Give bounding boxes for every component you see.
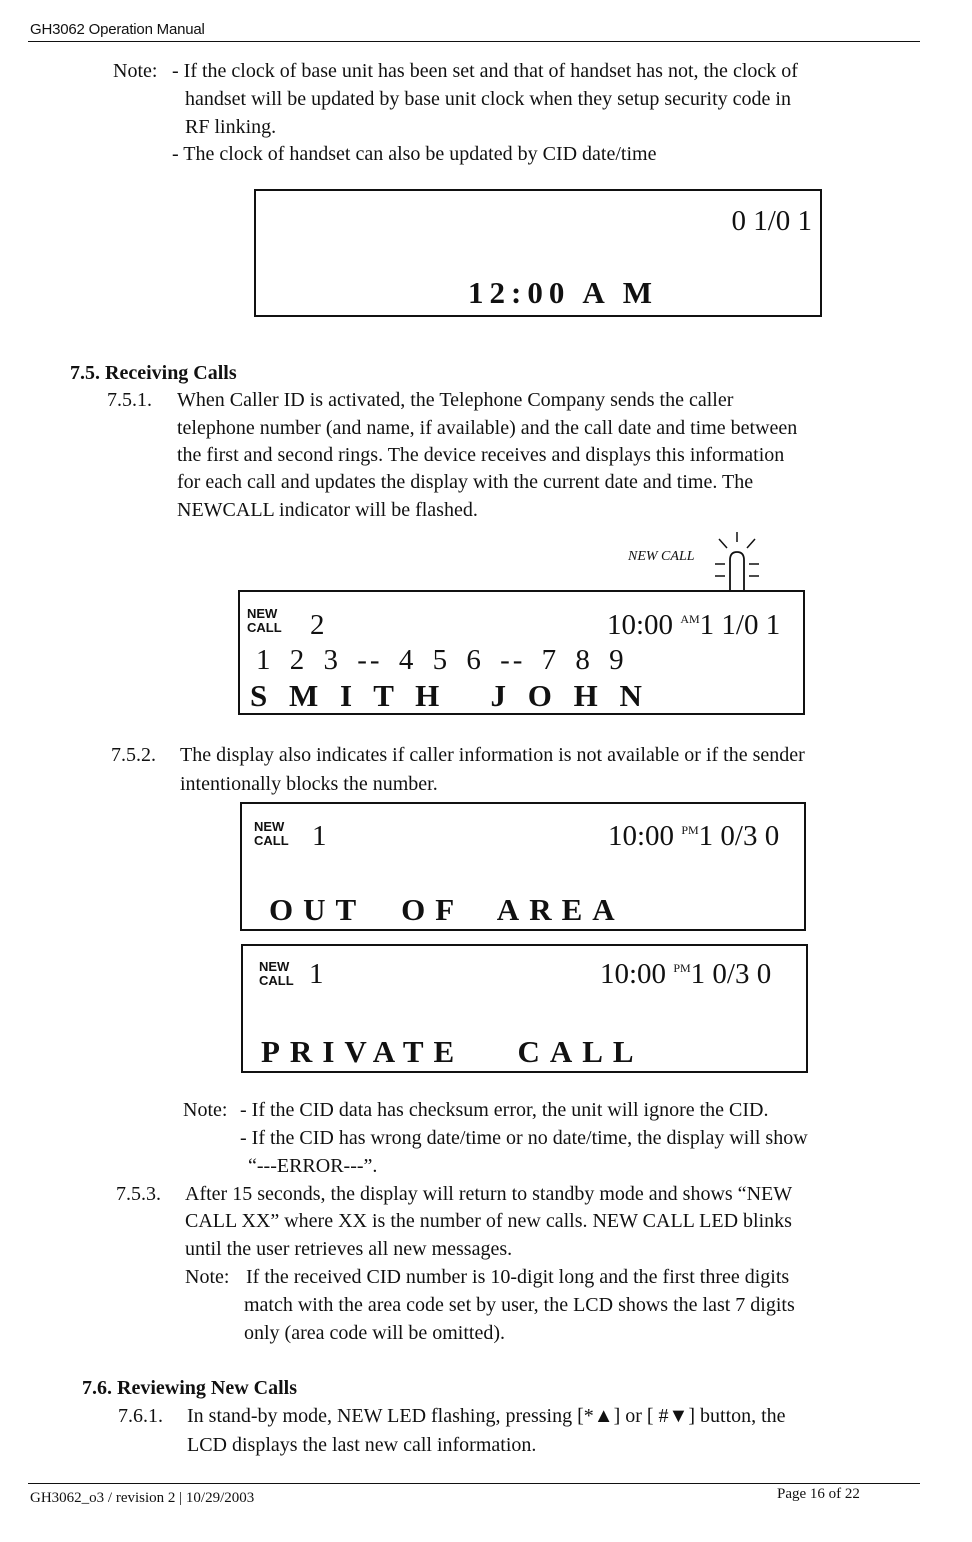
call-count: 2 <box>310 609 325 641</box>
lcd-caller-id-display <box>238 590 805 715</box>
lcd-date: 0 1/0 1 <box>731 205 812 237</box>
paragraph-line: LCD displays the last new call information. <box>187 1434 537 1456</box>
caller-name: S M I T H J O H N <box>250 678 649 713</box>
footer-revision: GH3062_o3 / revision 2 | 10/29/2003 <box>30 1490 255 1506</box>
paragraph-line: intentionally blocks the number. <box>180 773 438 795</box>
note-line: RF linking. <box>185 116 277 138</box>
paragraph-line: When Caller ID is activated, the Telephone Company sends the caller <box>177 389 734 411</box>
header-rule <box>28 41 920 42</box>
note-label: Note: <box>113 60 158 82</box>
lcd-private-call-display <box>241 944 808 1073</box>
lcd-time-date: 10:00 $^{PM}$1 0/3 0 <box>608 820 780 852</box>
lcd-time-date: 10:00 $^{PM}$1 0/3 0 <box>600 958 772 990</box>
section-heading: 7.5. Receiving Calls <box>70 362 237 384</box>
note-line: - If the CID has wrong date/time or no date/time, the display will show <box>240 1127 808 1149</box>
lcd-out-of-area-display <box>240 802 806 931</box>
lcd-message: OUT OF AREA <box>269 892 625 927</box>
note-line: match with the area code set by user, the LCD shows the last 7 digits <box>244 1294 795 1316</box>
note-label: Note: <box>183 1099 228 1121</box>
paragraph-line: telephone number (and name, if available) and the call date and time between <box>177 417 798 439</box>
call-count: 1 <box>312 820 327 852</box>
note-line: only (area code will be omitted). <box>244 1322 506 1344</box>
item-number: 7.5.3. <box>116 1183 161 1205</box>
caller-number: 1 2 3 -- 4 5 6 -- 7 8 9 <box>256 644 627 676</box>
note-line: If the received CID number is 10-digit long and the first three digits <box>246 1266 790 1288</box>
item-number: 7.6.1. <box>118 1405 163 1427</box>
paragraph-line: until the user retrieves all new messages. <box>185 1238 513 1260</box>
call-count: 1 <box>309 958 324 990</box>
paragraph-line: After 15 seconds, the display will return to standby mode and shows “NEW <box>185 1183 793 1205</box>
new-call-flag: NEW CALL <box>259 959 294 988</box>
running-header: GH3062 Operation Manual <box>30 21 205 38</box>
paragraph-line: NEWCALL indicator will be flashed. <box>177 499 478 521</box>
lcd-time: 12:00 A M <box>468 275 659 310</box>
note-line: “---ERROR---”. <box>248 1155 378 1177</box>
footer-rule <box>28 1483 920 1484</box>
new-call-flag: NEW CALL <box>254 819 289 848</box>
section-heading: 7.6. Reviewing New Calls <box>82 1377 297 1399</box>
note-label: Note: <box>185 1266 230 1288</box>
note-line: - If the CID data has checksum error, the unit will ignore the CID. <box>240 1099 769 1121</box>
note-line: - The clock of handset can also be updated by CID date/time <box>172 143 657 165</box>
paragraph-line: The display also indicates if caller information is not available or if the sender <box>180 744 805 766</box>
note-line: - If the clock of base unit has been set and that of handset has not, the clock of <box>172 60 798 82</box>
lcd-clock-display <box>254 189 822 317</box>
paragraph-line: CALL XX” where XX is the number of new calls. NEW CALL LED blinks <box>185 1210 792 1232</box>
paragraph-line: the first and second rings. The device receives and displays this information <box>177 444 785 466</box>
lcd-message: PRIVATE CALL <box>261 1034 644 1069</box>
flashing-led-icon <box>705 530 769 592</box>
note-line: handset will be updated by base unit clock when they setup security code in <box>185 88 791 110</box>
footer-page-number: Page 16 of 22 <box>777 1486 860 1502</box>
item-number: 7.5.2. <box>111 744 156 766</box>
lcd-time-date: 10:00 $^{AM}$1 1/0 1 <box>607 609 781 641</box>
new-call-indicator-label: NEW CALL <box>628 549 695 564</box>
paragraph-line: In stand-by mode, NEW LED flashing, pressing [*▲] or [ #▼] button, the <box>187 1405 786 1427</box>
new-call-flag: NEW CALL <box>247 606 282 635</box>
item-number: 7.5.1. <box>107 389 152 411</box>
paragraph-line: for each call and updates the display with the current date and time. The <box>177 471 754 493</box>
